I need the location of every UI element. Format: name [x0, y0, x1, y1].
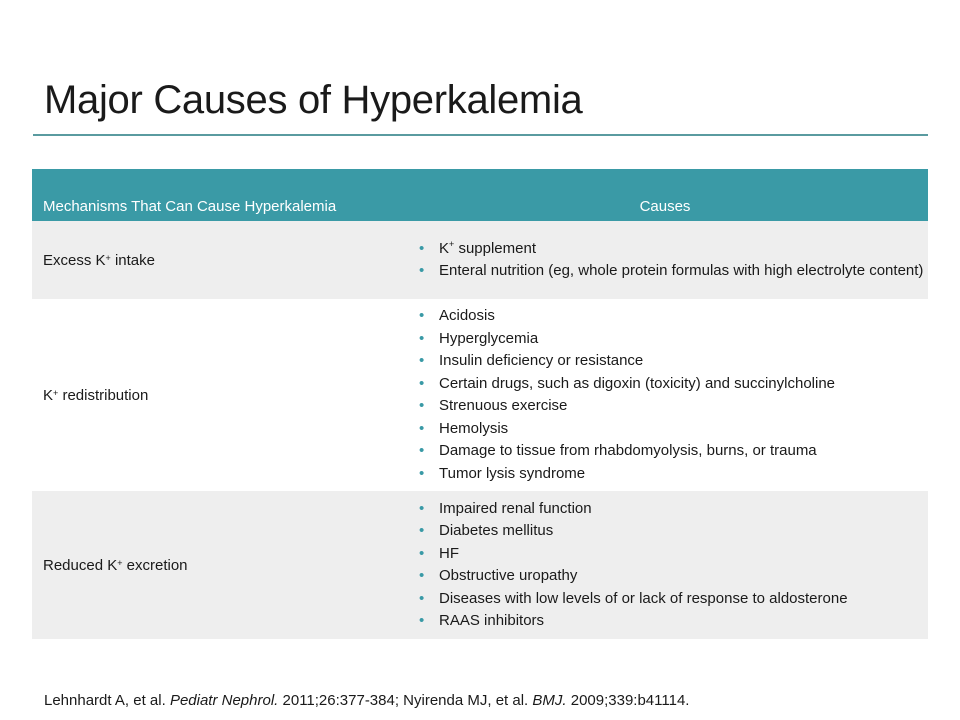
list-item: • Obstructive uropathy	[414, 565, 928, 588]
list-item: • Insulin deficiency or resistance	[414, 350, 928, 373]
header-causes: Causes	[402, 169, 928, 221]
list-item: • Certain drugs, such as digoxin (toxicity) and succinylcholine	[414, 373, 928, 396]
mechanism-cell: K+ redistribution	[43, 386, 149, 404]
list-item: • RAAS inhibitors	[414, 610, 928, 633]
table-row-excess-intake	[32, 221, 928, 299]
causes-table	[32, 169, 928, 639]
causes-cell	[402, 221, 928, 299]
list-item: • K+ supplement	[414, 238, 928, 261]
list-item: • Diseases with low levels of or lack of response to aldosterone	[414, 588, 928, 611]
causes-list	[414, 498, 928, 633]
list-item: • Acidosis	[414, 305, 928, 328]
list-item: • Hemolysis	[414, 418, 928, 441]
list-item: • Hyperglycemia	[414, 328, 928, 351]
table-row-redistribution	[32, 299, 928, 491]
table-header-row	[32, 169, 928, 221]
title-divider	[33, 134, 928, 136]
list-item: • Impaired renal function	[414, 498, 928, 521]
mechanism-cell: Reduced K+ excretion	[32, 491, 402, 639]
causes-cell	[402, 299, 928, 491]
list-item: • Strenuous exercise	[414, 395, 928, 418]
causes-cell	[402, 491, 928, 639]
causes-list	[414, 238, 928, 283]
causes-list	[414, 305, 928, 485]
list-item: • HF	[414, 543, 928, 566]
list-item: • Damage to tissue from rhabdomyolysis, burns, or trauma	[414, 440, 928, 463]
header-mechanisms: Mechanisms That Can Cause Hyperkalemia	[32, 169, 402, 221]
reference-citation: Lehnhardt A, et al. Pediatr Nephrol. 2011;26:377-384; Nyirenda MJ, et al. BMJ. 2009;339:b41114.	[44, 692, 690, 709]
list-item: • Diabetes mellitus	[414, 520, 928, 543]
mechanism-cell: Excess K+ intake	[32, 221, 402, 299]
page-title: Major Causes of Hyperkalemia	[44, 78, 583, 122]
table-row-reduced-excretion	[32, 491, 928, 639]
list-item: • Tumor lysis syndrome	[414, 463, 928, 486]
list-item: • Enteral nutrition (eg, whole protein formulas with high electrolyte content)	[414, 260, 928, 283]
